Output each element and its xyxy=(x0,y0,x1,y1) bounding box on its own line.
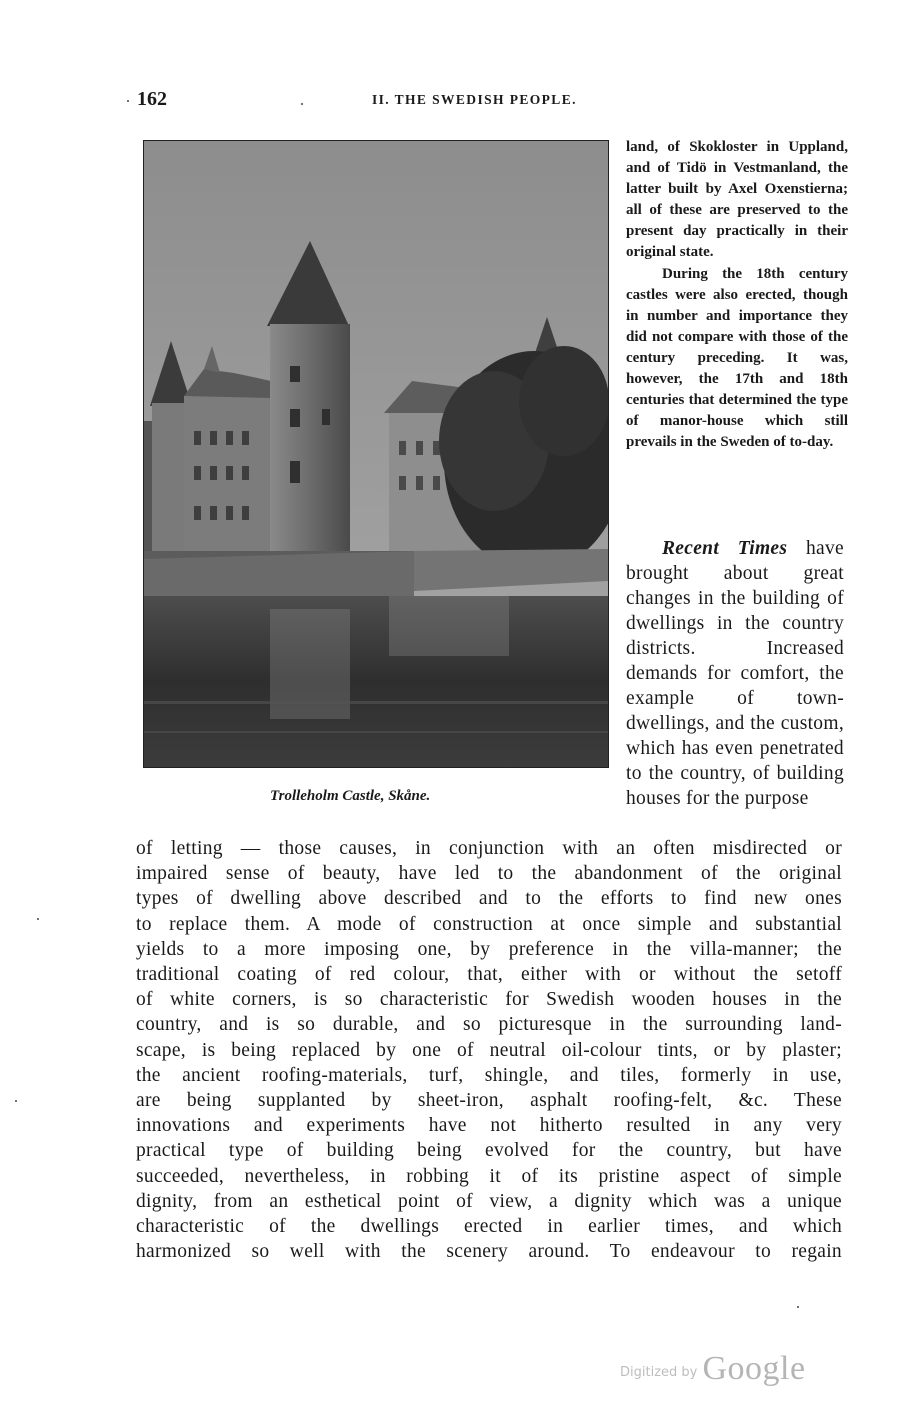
body-line: traditional coating of red colour, that, either with or without the setoff xyxy=(136,964,842,986)
print-speck xyxy=(301,103,303,105)
section-text: have brought about great changes in the building of dwellings in the country districts. Increased demands for comfort, the example of town-dwellings, and the custom, which has even penetrated to the country, of building houses for the purpose xyxy=(626,538,844,809)
figure-caption: Trolleholm Castle, Skåne. xyxy=(270,788,431,804)
body-line: impaired sense of beauty, have led to the abandonment of the original xyxy=(136,863,842,885)
body-line: dignity, from an esthetical point of view, a dignity which was a unique xyxy=(136,1190,842,1212)
body-line: country, and is so durable, and so picturesque in the surrounding land- xyxy=(136,1014,842,1036)
side-paragraph: During the 18th century castles were also erected, though in number and importance they did not compare with those of the century preceding. It was, however, the 17th and 18th centuries that determined the type of manor-house which still prevails in the Sweden of to-day. xyxy=(626,265,848,451)
print-speck xyxy=(797,1306,799,1308)
page-number: 162 xyxy=(137,88,167,110)
side-paragraph-recent-times xyxy=(626,536,844,811)
body-line: harmonized so well with the scenery around. To endeavour to regain xyxy=(136,1241,842,1263)
section-lead: Recent Times xyxy=(662,538,788,559)
body-line: to replace them. A mode of construction at once simple and substantial xyxy=(136,913,842,935)
body-line: are being supplanted by sheet-iron, asphalt roofing-felt, &c. These xyxy=(136,1090,842,1112)
side-paragraph: land, of Skokloster in Uppland, and of Tidö in Vestmanland, the latter built by Axel Oxenstierna; all of these are preserved to the present day practically in their original state. xyxy=(626,139,848,261)
side-column-large-text xyxy=(626,536,844,811)
body-line: of white corners, is so characteristic for Swedish wooden houses in the xyxy=(136,989,842,1011)
body-line: of letting — those causes, in conjunction with an often misdirected or xyxy=(136,838,842,859)
castle-photograph xyxy=(143,140,609,768)
body-line: practical type of building being evolved for the country, but have xyxy=(136,1140,842,1162)
page-header xyxy=(0,88,909,116)
body-line: innovations and experiments have not hitherto resulted in any very xyxy=(136,1115,842,1137)
body-line: characteristic of the dwellings erected in earlier times, and which xyxy=(136,1216,842,1238)
print-speck xyxy=(15,1100,17,1102)
side-column-small-text xyxy=(626,137,848,453)
body-line: succeeded, nevertheless, in robbing it of its pristine aspect of simple xyxy=(136,1165,842,1187)
body-line: the ancient roofing-materials, turf, shingle, and tiles, formerly in use, xyxy=(136,1064,842,1086)
main-body-text xyxy=(136,836,842,1264)
body-line: scape, is being replaced by one of neutral oil-colour tints, or by plaster; xyxy=(136,1039,842,1061)
google-logo: Google xyxy=(702,1350,806,1387)
print-speck xyxy=(127,100,129,102)
digitized-by-watermark xyxy=(620,1350,806,1388)
running-head: II. THE SWEDISH PEOPLE. xyxy=(372,92,577,107)
print-speck xyxy=(37,918,39,920)
body-line: types of dwelling above described and to the efforts to find new ones xyxy=(136,888,842,910)
body-line: yields to a more imposing one, by preference in the villa-manner; the xyxy=(136,938,842,960)
watermark-prefix: Digitized by xyxy=(620,1365,698,1380)
